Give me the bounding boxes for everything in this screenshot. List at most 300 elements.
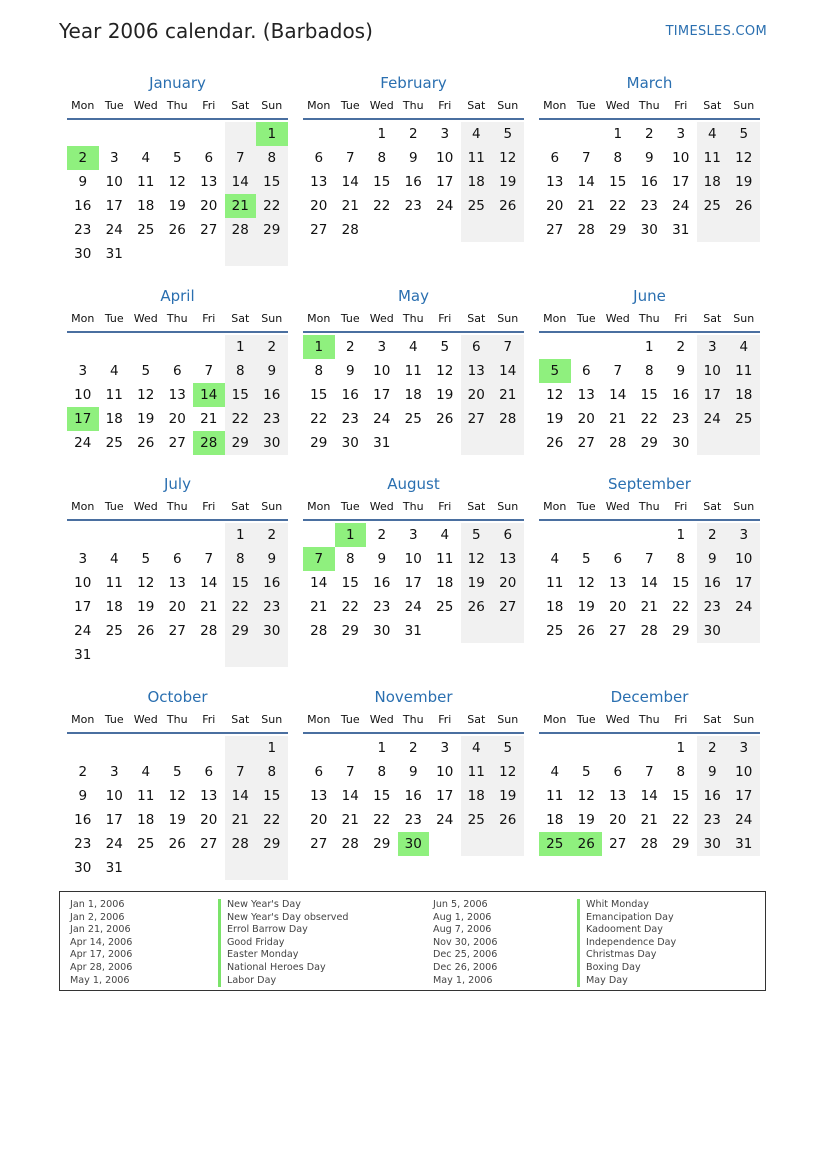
day-cell: 6 [461,335,493,359]
weekday-label: Sun [261,500,283,513]
day-cell: 8 [644,363,654,379]
weekday-label: Fri [674,713,688,726]
day-cell: 28 [310,623,328,639]
day-cell: 9 [78,174,88,190]
day-cell: 25 [461,194,493,218]
weekday-label: Fri [438,312,452,325]
month-divider [67,519,288,521]
weekday-header [539,713,760,727]
weekday-label: Thu [402,500,424,513]
day-cell: 28 [225,218,257,242]
day-cell: 6 [581,363,591,379]
weekend-empty-cell [492,619,524,643]
weekday-label: Fri [202,713,216,726]
legend-date: Aug 1, 2006 [433,911,492,923]
day-cell: 2 [256,335,288,359]
legend-dates-left [70,899,132,987]
day-cell: 25 [404,411,422,427]
weekday-header [303,99,524,113]
day-cell: 27 [577,435,595,451]
day-cell: 14 [310,575,328,591]
day-cell: 11 [137,788,155,804]
day-cell: 21 [341,198,359,214]
day-cell: 7 [644,764,654,780]
weekday-header [539,500,760,514]
day-cell: 30 [697,619,729,643]
day-cell: 6 [613,551,623,567]
legend-date: Nov 30, 2006 [433,936,498,948]
month-name: May [397,287,429,305]
month-name: January [149,74,206,92]
day-cell: 9 [644,150,654,166]
holiday-legend [59,891,766,991]
legend-holiday-name: Kadooment Day [577,924,676,937]
legend-date: May 1, 2006 [70,974,130,986]
day-cell: 13 [461,359,493,383]
day-cell: 20 [200,812,218,828]
weekend-empty-cell [225,856,257,880]
day-cell: 5 [141,551,151,567]
day-cell: 9 [345,363,355,379]
weekday-label: Sun [261,312,283,325]
day-cell: 18 [137,812,155,828]
weekday-label: Sun [497,99,519,112]
day-cell: 6 [204,764,214,780]
day-cell: 17 [373,387,391,403]
site-link[interactable]: TIMESLES.COM [665,24,767,39]
day-cell: 5 [728,122,760,146]
day-cell: 30 [672,435,690,451]
weekday-label: Wed [605,312,630,325]
weekday-label: Fri [438,713,452,726]
month-march [539,74,760,266]
day-cell: 16 [256,383,288,407]
legend-holiday-name: New Year's Day [218,899,348,912]
holiday-day-cell: 25 [539,832,571,856]
day-cell: 10 [436,150,454,166]
day-cell: 27 [168,435,186,451]
day-cell: 12 [461,547,493,571]
weekday-label: Sun [733,312,755,325]
holiday-day-cell: 2 [67,146,99,170]
day-cell: 12 [728,146,760,170]
day-cell: 6 [314,764,324,780]
weekday-label: Fri [674,312,688,325]
day-cell: 26 [546,435,564,451]
day-cell: 30 [341,435,359,451]
month-october [67,688,288,880]
weekday-header [67,312,288,326]
day-cell: 6 [204,150,214,166]
day-cell: 4 [141,150,151,166]
day-cell: 28 [640,623,658,639]
weekday-label: Mon [543,500,567,513]
day-cell: 7 [225,146,257,170]
weekday-label: Mon [71,713,95,726]
day-cell: 4 [141,764,151,780]
day-cell: 23 [74,836,92,852]
day-cell: 8 [225,547,257,571]
weekend-empty-cell [256,856,288,880]
day-cell: 6 [172,551,182,567]
day-cell: 31 [74,647,92,663]
day-cell: 20 [461,383,493,407]
day-cell: 1 [377,740,387,756]
day-cell: 19 [492,784,524,808]
weekday-label: Sat [703,713,722,726]
day-cell: 26 [137,435,155,451]
weekday-header [303,500,524,514]
day-cell: 26 [577,623,595,639]
month-november [303,688,524,880]
weekday-label: Wed [605,713,630,726]
day-cell: 5 [440,339,450,355]
day-cell: 27 [168,623,186,639]
day-cell: 20 [577,411,595,427]
day-cell: 23 [404,198,422,214]
day-cell: 4 [109,363,119,379]
day-cell: 19 [168,198,186,214]
day-cell: 12 [546,387,564,403]
day-cell: 22 [672,599,690,615]
day-cell: 17 [728,784,760,808]
month-name: November [374,688,453,706]
day-cell: 15 [640,387,658,403]
day-cell: 3 [109,764,119,780]
weekday-label: Mon [307,312,331,325]
weekday-header [539,99,760,113]
day-cell: 16 [404,788,422,804]
day-cell: 4 [728,335,760,359]
weekday-label: Sun [261,713,283,726]
day-cell: 26 [728,194,760,218]
day-grid [303,122,524,266]
month-name: July [164,475,191,493]
day-cell: 3 [728,736,760,760]
legend-date: Jan 21, 2006 [70,924,131,936]
day-cell: 24 [436,812,454,828]
weekday-label: Wed [369,312,394,325]
day-cell: 2 [676,339,686,355]
weekday-label: Sat [467,99,486,112]
day-cell: 3 [728,523,760,547]
weekday-label: Thu [166,500,188,513]
weekday-label: Tue [104,99,124,112]
day-cell: 8 [314,363,324,379]
holiday-day-cell: 1 [303,335,335,359]
weekday-label: Thu [402,713,424,726]
day-cell: 28 [225,832,257,856]
legend-date: Aug 7, 2006 [433,924,492,936]
legend-holiday-name: Whit Monday [577,899,676,912]
day-cell: 3 [377,339,387,355]
day-cell: 22 [672,812,690,828]
day-cell: 26 [436,411,454,427]
day-cell: 18 [105,411,123,427]
day-cell: 21 [577,198,595,214]
weekday-header [539,312,760,326]
month-july [67,475,288,667]
day-cell: 6 [550,150,560,166]
day-cell: 2 [408,126,418,142]
day-cell: 31 [728,832,760,856]
legend-holiday-name: Emancipation Day [577,912,676,925]
weekday-label: Tue [340,500,360,513]
day-cell: 5 [581,764,591,780]
day-cell: 7 [492,335,524,359]
weekend-empty-cell [697,218,729,242]
day-cell: 8 [345,551,355,567]
day-cell: 11 [105,575,123,591]
weekday-label: Fri [202,99,216,112]
day-cell: 26 [168,222,186,238]
day-cell: 18 [436,575,454,591]
month-name: April [160,287,195,305]
day-cell: 7 [345,764,355,780]
day-cell: 27 [310,222,328,238]
day-cell: 11 [404,363,422,379]
day-cell: 18 [105,599,123,615]
day-cell: 27 [546,222,564,238]
day-cell: 14 [492,359,524,383]
day-cell: 14 [640,788,658,804]
day-cell: 4 [440,527,450,543]
day-cell: 22 [256,808,288,832]
day-cell: 5 [461,523,493,547]
weekday-label: Wed [605,500,630,513]
day-cell: 17 [672,174,690,190]
holiday-day-cell: 1 [335,523,367,547]
weekend-empty-cell [697,431,729,455]
weekday-label: Fri [674,99,688,112]
day-cell: 4 [109,551,119,567]
weekday-label: Sun [733,500,755,513]
day-cell: 13 [609,788,627,804]
day-cell: 2 [256,523,288,547]
month-name: December [610,688,689,706]
weekday-label: Sun [733,713,755,726]
day-cell: 25 [436,599,454,615]
day-cell: 29 [373,836,391,852]
day-cell: 14 [200,575,218,591]
day-cell: 22 [225,407,257,431]
day-cell: 12 [577,788,595,804]
weekday-label: Sun [497,713,519,726]
day-cell: 10 [74,387,92,403]
day-cell: 23 [256,595,288,619]
day-cell: 16 [74,812,92,828]
day-cell: 26 [168,836,186,852]
weekday-label: Mon [543,713,567,726]
month-april [67,287,288,479]
day-cell: 19 [577,812,595,828]
weekday-label: Tue [104,713,124,726]
day-cell: 19 [546,411,564,427]
legend-date: Apr 28, 2006 [70,961,133,973]
day-cell: 21 [640,812,658,828]
day-cell: 22 [640,411,658,427]
weekday-label: Tue [576,500,596,513]
legend-holiday-name: Boxing Day [577,962,676,975]
month-august [303,475,524,667]
month-name: February [380,74,447,92]
day-grid [303,335,524,479]
day-cell: 2 [345,339,355,355]
month-february [303,74,524,266]
page-title: Year 2006 calendar. (Barbados) [59,19,373,43]
month-december [539,688,760,880]
day-cell: 4 [408,339,418,355]
weekend-empty-cell [461,832,493,856]
day-grid [67,335,288,479]
day-cell: 1 [644,339,654,355]
day-cell: 1 [676,527,686,543]
weekday-label: Sat [703,500,722,513]
weekday-label: Sat [467,312,486,325]
day-cell: 16 [341,387,359,403]
legend-holiday-name: Labor Day [218,975,348,988]
day-cell: 19 [168,812,186,828]
day-cell: 28 [341,836,359,852]
day-cell: 1 [225,335,257,359]
day-cell: 25 [461,808,493,832]
day-cell: 27 [200,222,218,238]
day-cell: 11 [697,146,729,170]
day-cell: 25 [137,836,155,852]
day-cell: 16 [256,571,288,595]
day-cell: 20 [310,198,328,214]
legend-names-left [218,899,348,987]
day-cell: 29 [225,619,257,643]
weekday-label: Thu [402,312,424,325]
day-cell: 29 [609,222,627,238]
day-cell: 8 [377,764,387,780]
weekday-label: Thu [166,713,188,726]
day-cell: 17 [436,174,454,190]
day-cell: 8 [377,150,387,166]
day-cell: 2 [697,523,729,547]
weekend-empty-cell [256,643,288,667]
day-cell: 21 [200,411,218,427]
day-cell: 16 [404,174,422,190]
legend-dates-right [433,899,498,987]
day-cell: 29 [672,836,690,852]
day-cell: 15 [373,788,391,804]
day-cell: 20 [168,599,186,615]
weekend-empty-cell [492,218,524,242]
weekday-label: Fri [202,500,216,513]
day-cell: 29 [225,431,257,455]
weekday-label: Mon [71,312,95,325]
day-cell: 27 [200,836,218,852]
day-cell: 11 [137,174,155,190]
day-cell: 7 [225,760,257,784]
holiday-day-cell: 17 [67,407,99,431]
day-cell: 24 [74,435,92,451]
legend-date: Jun 5, 2006 [433,899,488,910]
day-cell: 24 [105,836,123,852]
day-cell: 1 [676,740,686,756]
legend-holiday-name: National Heroes Day [218,962,348,975]
day-cell: 3 [440,740,450,756]
weekend-empty-cell [728,218,760,242]
weekday-header [67,500,288,514]
weekend-empty-cell [728,619,760,643]
day-cell: 17 [728,571,760,595]
day-cell: 6 [613,764,623,780]
day-cell: 7 [204,551,214,567]
day-cell: 13 [168,387,186,403]
legend-holiday-name: Christmas Day [577,949,676,962]
holiday-day-cell: 28 [193,431,225,455]
day-cell: 2 [78,764,88,780]
day-cell: 8 [676,551,686,567]
weekday-label: Mon [307,500,331,513]
month-name: October [147,688,208,706]
weekday-label: Tue [340,312,360,325]
weekday-label: Sat [703,99,722,112]
day-cell: 15 [672,788,690,804]
legend-holiday-name: Good Friday [218,937,348,950]
day-cell: 6 [172,363,182,379]
weekday-label: Sun [497,312,519,325]
weekday-label: Mon [307,99,331,112]
day-cell: 16 [74,198,92,214]
day-cell: 22 [310,411,328,427]
day-cell: 8 [676,764,686,780]
day-cell: 3 [78,363,88,379]
day-cell: 7 [345,150,355,166]
day-cell: 25 [105,435,123,451]
day-cell: 31 [672,222,690,238]
day-cell: 10 [105,788,123,804]
weekday-label: Mon [543,312,567,325]
day-cell: 10 [74,575,92,591]
day-cell: 24 [74,623,92,639]
weekend-empty-cell [728,431,760,455]
legend-date: Jan 2, 2006 [70,911,125,923]
day-cell: 30 [256,431,288,455]
day-cell: 8 [256,760,288,784]
weekday-label: Wed [369,500,394,513]
day-cell: 10 [728,547,760,571]
holiday-day-cell: 21 [225,194,257,218]
day-cell: 17 [105,812,123,828]
weekend-empty-cell [461,218,493,242]
day-cell: 22 [373,198,391,214]
day-cell: 23 [697,595,729,619]
month-june [539,287,760,479]
weekday-label: Tue [576,99,596,112]
day-grid [539,122,760,266]
day-cell: 12 [137,387,155,403]
day-cell: 18 [461,170,493,194]
month-name: August [387,475,440,493]
day-cell: 29 [310,435,328,451]
day-cell: 29 [341,623,359,639]
weekday-label: Thu [166,312,188,325]
day-cell: 10 [697,359,729,383]
day-cell: 24 [728,595,760,619]
weekday-label: Fri [202,312,216,325]
day-cell: 10 [728,760,760,784]
day-cell: 30 [74,246,92,262]
day-cell: 29 [256,218,288,242]
weekday-label: Sat [703,312,722,325]
day-cell: 17 [436,788,454,804]
day-cell: 25 [697,194,729,218]
month-september [539,475,760,667]
